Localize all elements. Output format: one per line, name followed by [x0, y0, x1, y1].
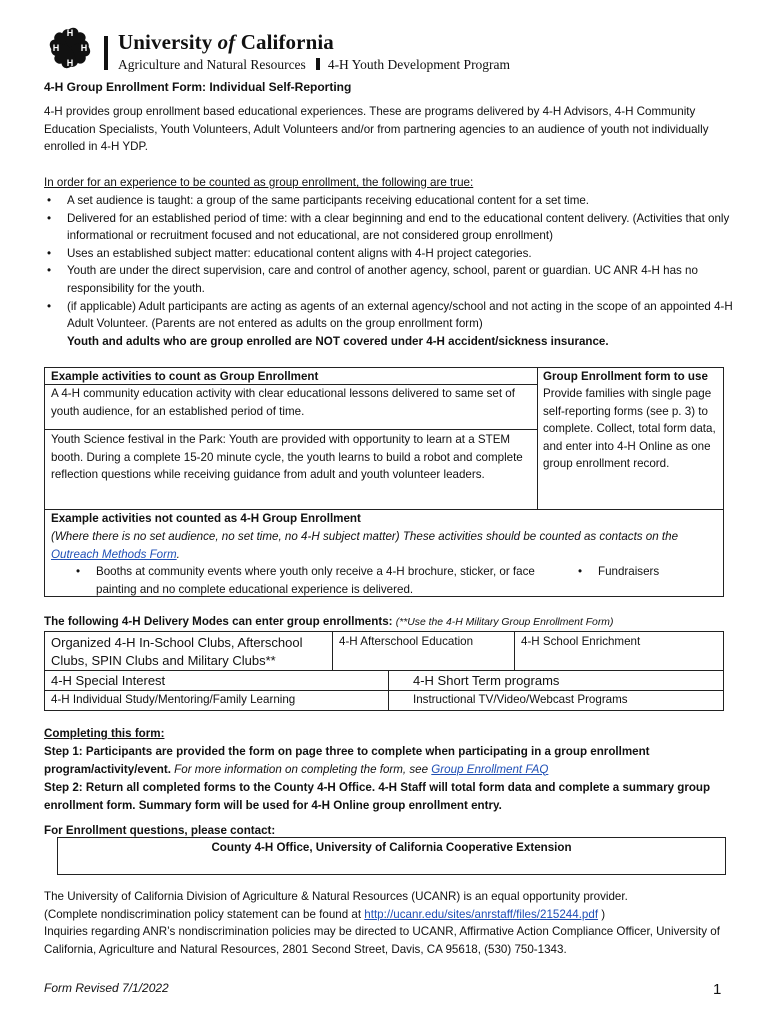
- header-divider: [104, 36, 108, 70]
- criteria-heading: In order for an experience to be counted as group enrollment, the following are true:: [44, 176, 474, 189]
- not-counted-item: • Booths at community events where youth only receive a 4-H brochure, sticker, or face painting and no complete educational experience is delivered.: [73, 563, 543, 598]
- page-number: 1: [713, 981, 722, 998]
- delivery-mode-short-term: 4-H Short Term programs: [413, 673, 560, 688]
- nondiscrimination-statement: The University of California Division of Agriculture & Natural Resources (UCANR) is an equal opportunity provider. (Complete nondiscrimination policy statement can be found at http://ucanr.edu/sites/anrstaff/files/215244.pdf ) Inquiries regarding ANR’s nondiscrimination policies may be directed to UCANR, Affirmative Action Compliance Officer, University of California, Agriculture and Natural Resources, 2801 Second Street, Davis, CA 95618, (530) 750-1343.: [44, 890, 720, 956]
- org-subtitle: Agriculture and Natural Resources 4-H Youth Development Program: [118, 57, 511, 72]
- contact-office: County 4-H Office, University of California Cooperative Extension: [211, 841, 572, 854]
- svg-text:H: H: [66, 58, 74, 68]
- criteria-item: • Youth are under the direct supervision, care and control of another agency, school, parent or guardian. UC ANR 4-H has no responsibility for the youth.: [44, 262, 734, 297]
- not-counted-item: • Fundraisers: [575, 563, 715, 581]
- criteria-item: • Uses an established subject matter: educational content aligns with 4-H project categories.: [44, 245, 734, 263]
- criteria-list: [44, 192, 734, 333]
- delivery-modes-heading: The following 4-H Delivery Modes can enter group enrollments: (**Use the 4-H Military Group Enrollment Form): [44, 615, 614, 628]
- criteria-item: • (if applicable) Adult participants are acting as agents of an external agency/school and not acting in the scope of an appointed 4-H Adult Volunteer. (Parents are not entered as adults on the group enrollment form): [44, 298, 734, 333]
- examples-col2-header: Group Enrollment form to use: [543, 370, 708, 383]
- form-revised-date: Form Revised 7/1/2022: [44, 981, 169, 995]
- svg-text:H: H: [80, 43, 88, 53]
- delivery-modes-table: [44, 631, 724, 711]
- completing-heading: Completing this form:: [44, 727, 165, 740]
- delivery-mode-instructional-tv: Instructional TV/Video/Webcast Programs: [413, 693, 628, 706]
- completing-step-1: Step 1: Participants are provided the form on page three to complete when participating in a group enrollment program/activity/event. For more information on completing the form, see Group Enrollment FAQ: [44, 745, 650, 776]
- delivery-mode-individual-study: 4-H Individual Study/Mentoring/Family Learning: [51, 693, 296, 706]
- org-title: University of California: [118, 30, 334, 54]
- example-activity-1: A 4-H community education activity with clear educational lessons delivered to same set of youth audience, for an established period of time.: [51, 387, 515, 418]
- contact-heading: For Enrollment questions, please contact:: [44, 824, 276, 837]
- svg-text:H: H: [66, 28, 74, 38]
- completing-step-2: Step 2: Return all completed forms to the County 4-H Office. 4-H Staff will total form data and complete a summary group enrollment form. Summary form will be used for 4-H Online group enrollment entry.: [44, 781, 711, 812]
- delivery-mode-clubs: Organized 4-H In-School Clubs, Afterschool Clubs, SPIN Clubs and Military Clubs**: [51, 635, 303, 668]
- criteria-item: • Delivered for an established period of time: with a clear beginning and end to the educational content delivery. (Activities that only informational or recruitment focused and not educational, are not considered group enrollment): [44, 210, 734, 245]
- not-counted-header: Example activities not counted as 4-H Group Enrollment: [51, 512, 361, 525]
- insurance-note: Youth and adults who are group enrolled are NOT covered under 4-H accident/sickness insurance.: [67, 335, 609, 348]
- delivery-mode-special-interest: 4-H Special Interest: [51, 673, 166, 688]
- not-counted-list: [73, 563, 543, 598]
- svg-text:H: H: [52, 43, 60, 53]
- intro-paragraph: 4-H provides group enrollment based educational experiences. These are programs delivered by 4-H Advisors, 4-H Community Education Specialists, Youth Volunteers, Adult Volunteers and/or from partnering agencies to an audience of youth not individually enrolled in 4-H YDP.: [44, 105, 709, 154]
- form-use-description: Provide families with single page self-reporting forms (see p. 3) to complete. Collect, total form data, and enter into 4-H Online as one group enrollment record.: [543, 387, 716, 471]
- delivery-mode-afterschool: 4-H Afterschool Education: [339, 635, 474, 648]
- examples-table: [44, 367, 724, 597]
- outreach-methods-link[interactable]: Outreach Methods Form: [51, 547, 177, 561]
- nondiscrimination-policy-link[interactable]: http://ucanr.edu/sites/anrstaff/files/215244.pdf: [364, 907, 599, 921]
- group-enrollment-faq-link[interactable]: Group Enrollment FAQ: [431, 762, 549, 776]
- four-leaf-clover-icon: [44, 24, 96, 74]
- example-activity-2: Youth Science festival in the Park: Youth are provided with opportunity to learn at a STEM booth. During a complete 15-20 minute cycle, the youth learns to build a robot and complete reflection questions while receiving guidance from adult and youth volunteer leaders.: [51, 433, 523, 482]
- delivery-mode-school-enrichment: 4-H School Enrichment: [521, 635, 641, 648]
- form-title: 4-H Group Enrollment Form: Individual Self-Reporting: [44, 80, 352, 94]
- not-counted-list-2: [575, 563, 715, 581]
- examples-col1-header: Example activities to count as Group Enrollment: [51, 370, 319, 383]
- contact-box: [57, 837, 726, 875]
- criteria-item: • A set audience is taught: a group of the same participants receiving educational content for a set time.: [44, 192, 734, 210]
- not-counted-note: (Where there is no set audience, no set time, no 4-H subject matter) These activities should be counted as contacts on the Outreach Methods Form.: [51, 530, 679, 561]
